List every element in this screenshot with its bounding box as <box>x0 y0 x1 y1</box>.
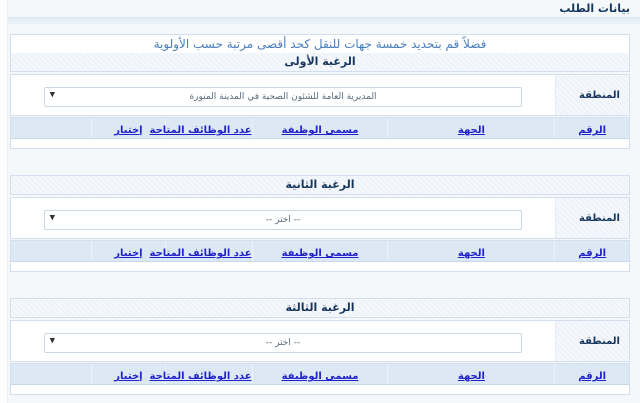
column-header-link[interactable]: الجهة <box>457 248 485 260</box>
app-header <box>0 0 640 15</box>
region-form-row <box>10 74 630 116</box>
column-header-empty <box>11 118 91 138</box>
region-select[interactable] <box>44 210 523 230</box>
region-form-row <box>10 197 630 239</box>
column-header <box>388 118 555 138</box>
column-header <box>555 364 629 384</box>
section-title-panel <box>10 175 630 195</box>
region-select-cell <box>11 321 555 361</box>
section-title-panel <box>10 34 630 72</box>
column-header-link[interactable]: إختيار <box>114 125 143 137</box>
column-header-empty <box>11 241 91 261</box>
empty-table-row <box>11 384 629 394</box>
region-label: المنطقة <box>555 75 629 115</box>
column-header <box>149 364 253 384</box>
column-header-empty <box>11 364 91 384</box>
empty-table-row <box>11 261 629 271</box>
column-header-link[interactable]: الرقم <box>578 371 607 383</box>
region-label: المنطقة <box>555 198 629 238</box>
column-header <box>149 118 253 138</box>
region-select-cell <box>11 198 555 238</box>
column-header-link[interactable]: مسمى الوظيفة <box>281 125 359 137</box>
region-label: المنطقة <box>555 321 629 361</box>
column-header <box>555 241 629 261</box>
preference-section-3 <box>10 298 630 395</box>
column-header <box>252 241 388 261</box>
jobs-table <box>11 118 629 148</box>
table-header-row <box>11 241 629 261</box>
instruction-text: فضلاً قم بتحديد خمسة جهات للنقل كحد أقصى مرتبة حسب الأولوية <box>11 35 629 53</box>
column-header-link[interactable]: مسمى الوظيفة <box>281 248 359 260</box>
scrollbar-track[interactable] <box>0 0 8 403</box>
dropdown-arrow-icon: ▼ <box>49 213 56 222</box>
dropdown-arrow-icon: ▼ <box>49 90 56 99</box>
header-divider-bar <box>0 17 640 24</box>
column-header <box>149 241 253 261</box>
column-header-link[interactable]: الجهة <box>457 371 485 383</box>
column-header-link[interactable]: عدد الوظائف المتاحة <box>149 371 252 383</box>
column-header-link[interactable]: عدد الوظائف المتاحة <box>149 248 252 260</box>
column-header <box>388 241 555 261</box>
column-header-link[interactable]: مسمى الوظيفة <box>281 371 359 383</box>
column-header <box>555 118 629 138</box>
dropdown-arrow-icon: ▼ <box>49 336 56 345</box>
empty-table-row <box>11 138 629 148</box>
region-select-cell <box>11 75 555 115</box>
jobs-table-panel <box>10 240 630 272</box>
jobs-table-panel <box>10 363 630 395</box>
jobs-table <box>11 241 629 271</box>
column-header-link[interactable]: إختيار <box>114 371 143 383</box>
jobs-table-panel <box>10 117 630 149</box>
column-header-link[interactable]: عدد الوظائف المتاحة <box>149 125 252 137</box>
table-header-row <box>11 364 629 384</box>
column-header-link[interactable]: الجهة <box>457 125 485 137</box>
column-header-link[interactable]: إختيار <box>114 248 143 260</box>
region-form-row <box>10 320 630 362</box>
preference-section-2 <box>10 175 630 272</box>
column-header-link[interactable]: الرقم <box>578 125 607 137</box>
column-header <box>388 364 555 384</box>
section-title: الرغبة الأولى <box>11 53 629 71</box>
column-header <box>252 364 388 384</box>
region-select[interactable] <box>44 333 523 353</box>
jobs-table <box>11 364 629 394</box>
page-title: بيانات الطلب <box>559 2 630 15</box>
main-content <box>10 34 630 395</box>
preference-section-1 <box>10 34 630 149</box>
table-header-row <box>11 118 629 138</box>
column-header-link[interactable]: الرقم <box>578 248 607 260</box>
column-header <box>252 118 388 138</box>
region-select[interactable] <box>44 87 523 107</box>
section-title: الرغبة الثالثة <box>11 299 629 317</box>
section-title-panel <box>10 298 630 318</box>
section-title: الرغبة الثانية <box>11 176 629 194</box>
